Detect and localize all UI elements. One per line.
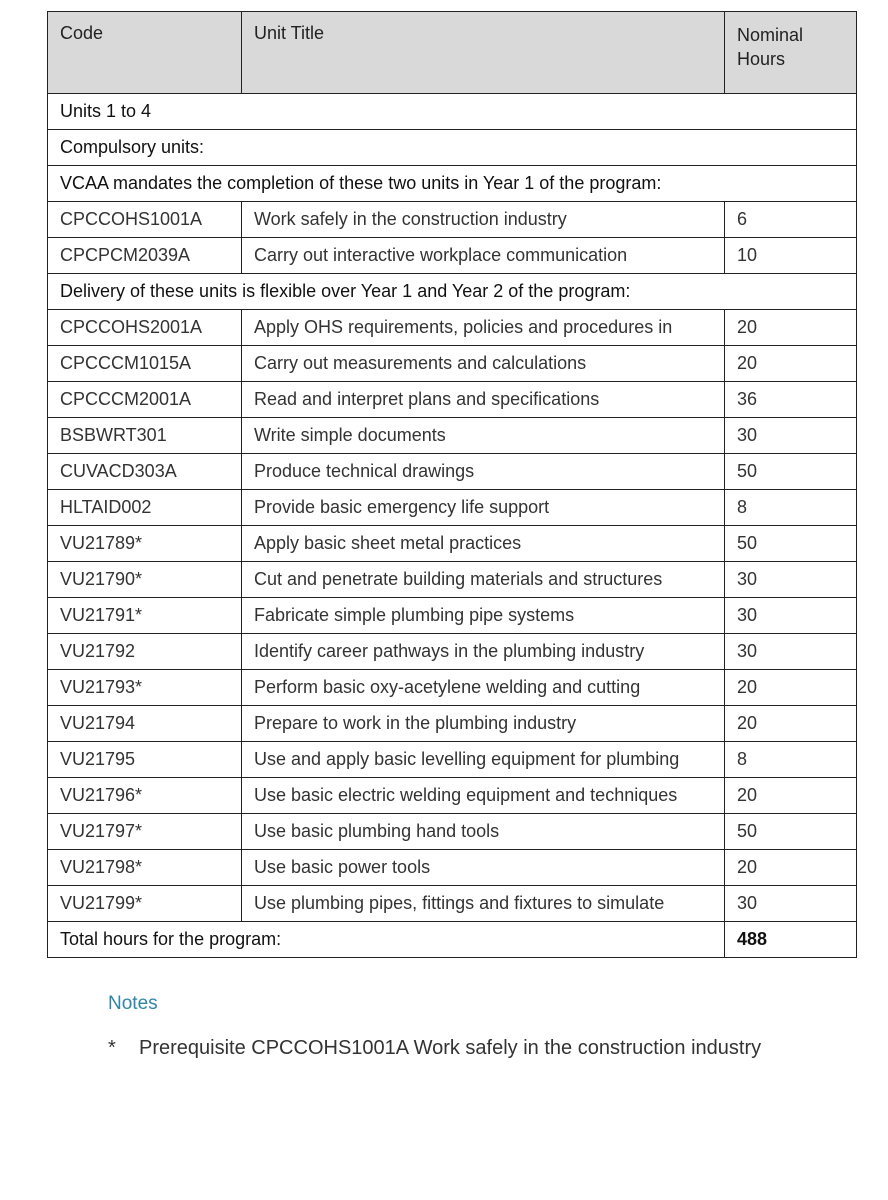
table-row xyxy=(48,526,857,562)
unit-title: Use basic electric welding equipment and techniques xyxy=(242,778,725,814)
unit-hours: 50 xyxy=(725,814,857,850)
unit-title: Carry out interactive workplace communication xyxy=(242,238,725,274)
note-item xyxy=(108,1037,761,1060)
units-table xyxy=(47,11,857,958)
unit-code: CPCCCM2001A xyxy=(48,382,242,418)
section-row-year1 xyxy=(48,166,857,202)
unit-code: CPCCCM1015A xyxy=(48,346,242,382)
unit-title: Use plumbing pipes, fittings and fixtures to simulate xyxy=(242,886,725,922)
unit-code: VU21798* xyxy=(48,850,242,886)
unit-title: Write simple documents xyxy=(242,418,725,454)
unit-title: Prepare to work in the plumbing industry xyxy=(242,706,725,742)
unit-title: Use basic plumbing hand tools xyxy=(242,814,725,850)
unit-hours: 20 xyxy=(725,670,857,706)
table-row xyxy=(48,670,857,706)
unit-hours: 20 xyxy=(725,310,857,346)
unit-code: VU21790* xyxy=(48,562,242,598)
unit-code: VU21793* xyxy=(48,670,242,706)
unit-title: Fabricate simple plumbing pipe systems xyxy=(242,598,725,634)
table-row xyxy=(48,634,857,670)
unit-title: Use basic power tools xyxy=(242,850,725,886)
header-unit-title: Unit Title xyxy=(242,12,725,94)
unit-hours: 20 xyxy=(725,778,857,814)
table-row xyxy=(48,382,857,418)
unit-hours: 20 xyxy=(725,706,857,742)
unit-hours: 20 xyxy=(725,850,857,886)
unit-code: CPCCOHS2001A xyxy=(48,310,242,346)
section-label: Delivery of these units is flexible over Year 1 and Year 2 of the program: xyxy=(48,274,857,310)
unit-hours: 30 xyxy=(725,418,857,454)
unit-code: CUVACD303A xyxy=(48,454,242,490)
table-row xyxy=(48,490,857,526)
unit-title: Work safely in the construction industry xyxy=(242,202,725,238)
unit-title: Perform basic oxy-acetylene welding and cutting xyxy=(242,670,725,706)
unit-hours: 36 xyxy=(725,382,857,418)
table-row xyxy=(48,778,857,814)
unit-code: VU21789* xyxy=(48,526,242,562)
table-row xyxy=(48,310,857,346)
table-row xyxy=(48,454,857,490)
total-label: Total hours for the program: xyxy=(48,922,725,958)
table-row xyxy=(48,598,857,634)
table-row xyxy=(48,742,857,778)
section-row-compulsory xyxy=(48,130,857,166)
table-row xyxy=(48,814,857,850)
unit-hours: 8 xyxy=(725,742,857,778)
unit-title: Read and interpret plans and specifications xyxy=(242,382,725,418)
unit-title: Apply basic sheet metal practices xyxy=(242,526,725,562)
unit-hours: 30 xyxy=(725,634,857,670)
unit-code: BSBWRT301 xyxy=(48,418,242,454)
unit-title: Cut and penetrate building materials and structures xyxy=(242,562,725,598)
table-row xyxy=(48,562,857,598)
unit-code: VU21799* xyxy=(48,886,242,922)
unit-code: VU21791* xyxy=(48,598,242,634)
section-row-units-range xyxy=(48,94,857,130)
note-marker: * xyxy=(108,1037,116,1059)
unit-title: Apply OHS requirements, policies and procedures in xyxy=(242,310,725,346)
total-row xyxy=(48,922,857,958)
table-header-row xyxy=(48,12,857,94)
unit-hours: 6 xyxy=(725,202,857,238)
unit-hours: 10 xyxy=(725,238,857,274)
unit-hours: 50 xyxy=(725,454,857,490)
unit-code: VU21794 xyxy=(48,706,242,742)
section-label: VCAA mandates the completion of these two units in Year 1 of the program: xyxy=(48,166,857,202)
table-row xyxy=(48,238,857,274)
table-row xyxy=(48,202,857,238)
table-row xyxy=(48,346,857,382)
table-row xyxy=(48,706,857,742)
unit-hours: 30 xyxy=(725,886,857,922)
unit-code: CPCCOHS1001A xyxy=(48,202,242,238)
section-label: Compulsory units: xyxy=(48,130,857,166)
note-text: Prerequisite CPCCOHS1001A Work safely in the construction industry xyxy=(139,1037,762,1059)
section-row-flexible xyxy=(48,274,857,310)
unit-hours: 20 xyxy=(725,346,857,382)
unit-code: CPCPCM2039A xyxy=(48,238,242,274)
header-code: Code xyxy=(48,12,242,94)
unit-title: Produce technical drawings xyxy=(242,454,725,490)
unit-code: HLTAID002 xyxy=(48,490,242,526)
unit-code: VU21792 xyxy=(48,634,242,670)
unit-hours: 30 xyxy=(725,562,857,598)
notes-heading: Notes xyxy=(108,993,158,1014)
total-hours-value: 488 xyxy=(725,922,857,958)
table-row xyxy=(48,418,857,454)
table-row xyxy=(48,850,857,886)
unit-code: VU21795 xyxy=(48,742,242,778)
unit-code: VU21796* xyxy=(48,778,242,814)
section-label: Units 1 to 4 xyxy=(48,94,857,130)
unit-title: Identify career pathways in the plumbing industry xyxy=(242,634,725,670)
unit-code: VU21797* xyxy=(48,814,242,850)
unit-hours: 8 xyxy=(725,490,857,526)
unit-hours: 50 xyxy=(725,526,857,562)
unit-title: Carry out measurements and calculations xyxy=(242,346,725,382)
header-nominal-hours: Nominal Hours xyxy=(725,12,857,94)
unit-title: Use and apply basic levelling equipment for plumbing xyxy=(242,742,725,778)
unit-title: Provide basic emergency life support xyxy=(242,490,725,526)
unit-hours: 30 xyxy=(725,598,857,634)
table-row xyxy=(48,886,857,922)
